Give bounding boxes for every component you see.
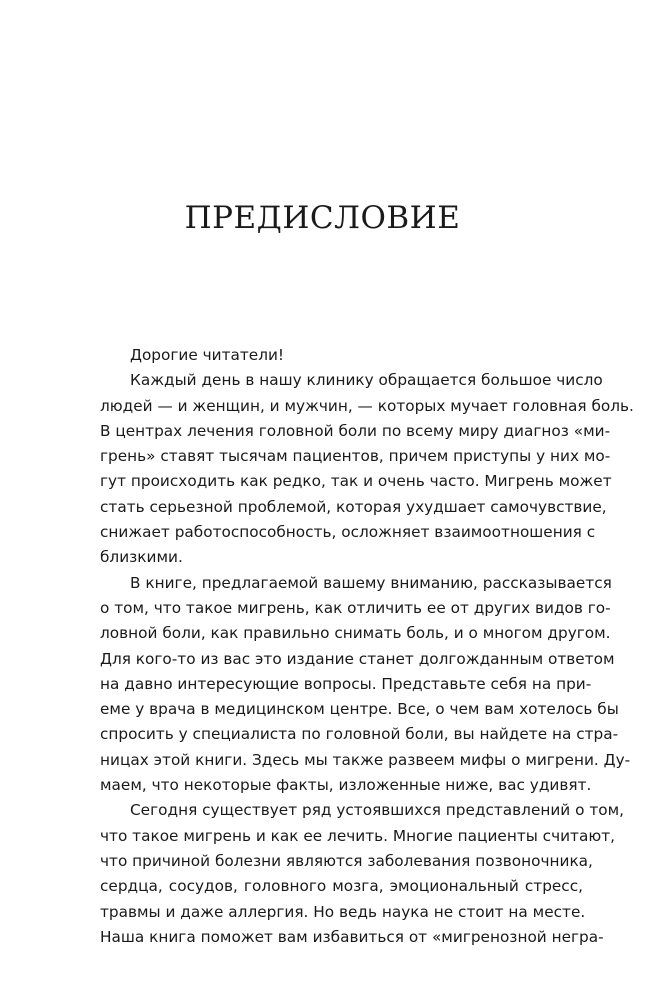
- text-line: грень» ставят тысячам пациентов, причем приступы у них мо-: [100, 447, 611, 466]
- text-line: на давно интересующие вопросы. Представьте себя на при-: [100, 674, 592, 693]
- text-line: что причиной болезни являются заболевания позвоночника,: [100, 851, 593, 870]
- text-line: Для кого-то из вас это издание станет долгожданным ответом: [100, 649, 615, 668]
- text-line: В книге, предлагаемой вашему вниманию, рассказывается: [130, 573, 612, 592]
- text-line: Каждый день в нашу клинику обращается большое число: [130, 371, 603, 390]
- text-line: снижает работоспособность, осложняет взаимоотношения с: [100, 523, 596, 542]
- text-line: людей — и женщин, и мужчин, — которых мучает головная боль.: [100, 396, 634, 415]
- text-line: спросить у специалиста по головной боли, вы найдете на стра-: [100, 725, 619, 744]
- text-line: о том, что такое мигрень, как отличить ее от других видов го-: [100, 598, 611, 617]
- text-line: еме у врача в медицинском центре. Все, о чем вам хотелось бы: [100, 700, 619, 719]
- text-line: маем, что некоторые факты, изложенные ниже, вас удивят.: [100, 776, 592, 795]
- preface-text: [100, 343, 634, 950]
- text-line: близкими.: [100, 548, 183, 567]
- text-line: сердца, сосудов, головного мозга, эмоциональный стресс,: [100, 877, 583, 896]
- chapter-title: ПРЕДИСЛОВИЕ: [184, 200, 461, 236]
- text-line: В центрах лечения головной боли по всему миру диагноз «ми-: [100, 421, 611, 440]
- text-line: стать серьезной проблемой, которая ухудшает самочувствие,: [100, 497, 607, 516]
- text-line: Дорогие читатели!: [130, 346, 285, 364]
- text-line: Сегодня существует ряд устоявшихся представлений о том,: [130, 801, 624, 820]
- text-line: ницах этой книги. Здесь мы также развеем мифы о мигрени. Ду-: [100, 750, 631, 769]
- text-line: ловной боли, как правильно снимать боль, и о многом другом.: [100, 624, 611, 643]
- text-line: гут происходить как редко, так и очень часто. Мигрень может: [100, 472, 612, 491]
- text-line: что такое мигрень и как ее лечить. Многие пациенты считают,: [100, 826, 615, 845]
- text-line: Наша книга поможет вам избавиться от «мигренозной негра-: [100, 927, 604, 946]
- text-line: травмы и даже аллергия. Но ведь наука не стоит на месте.: [100, 902, 586, 921]
